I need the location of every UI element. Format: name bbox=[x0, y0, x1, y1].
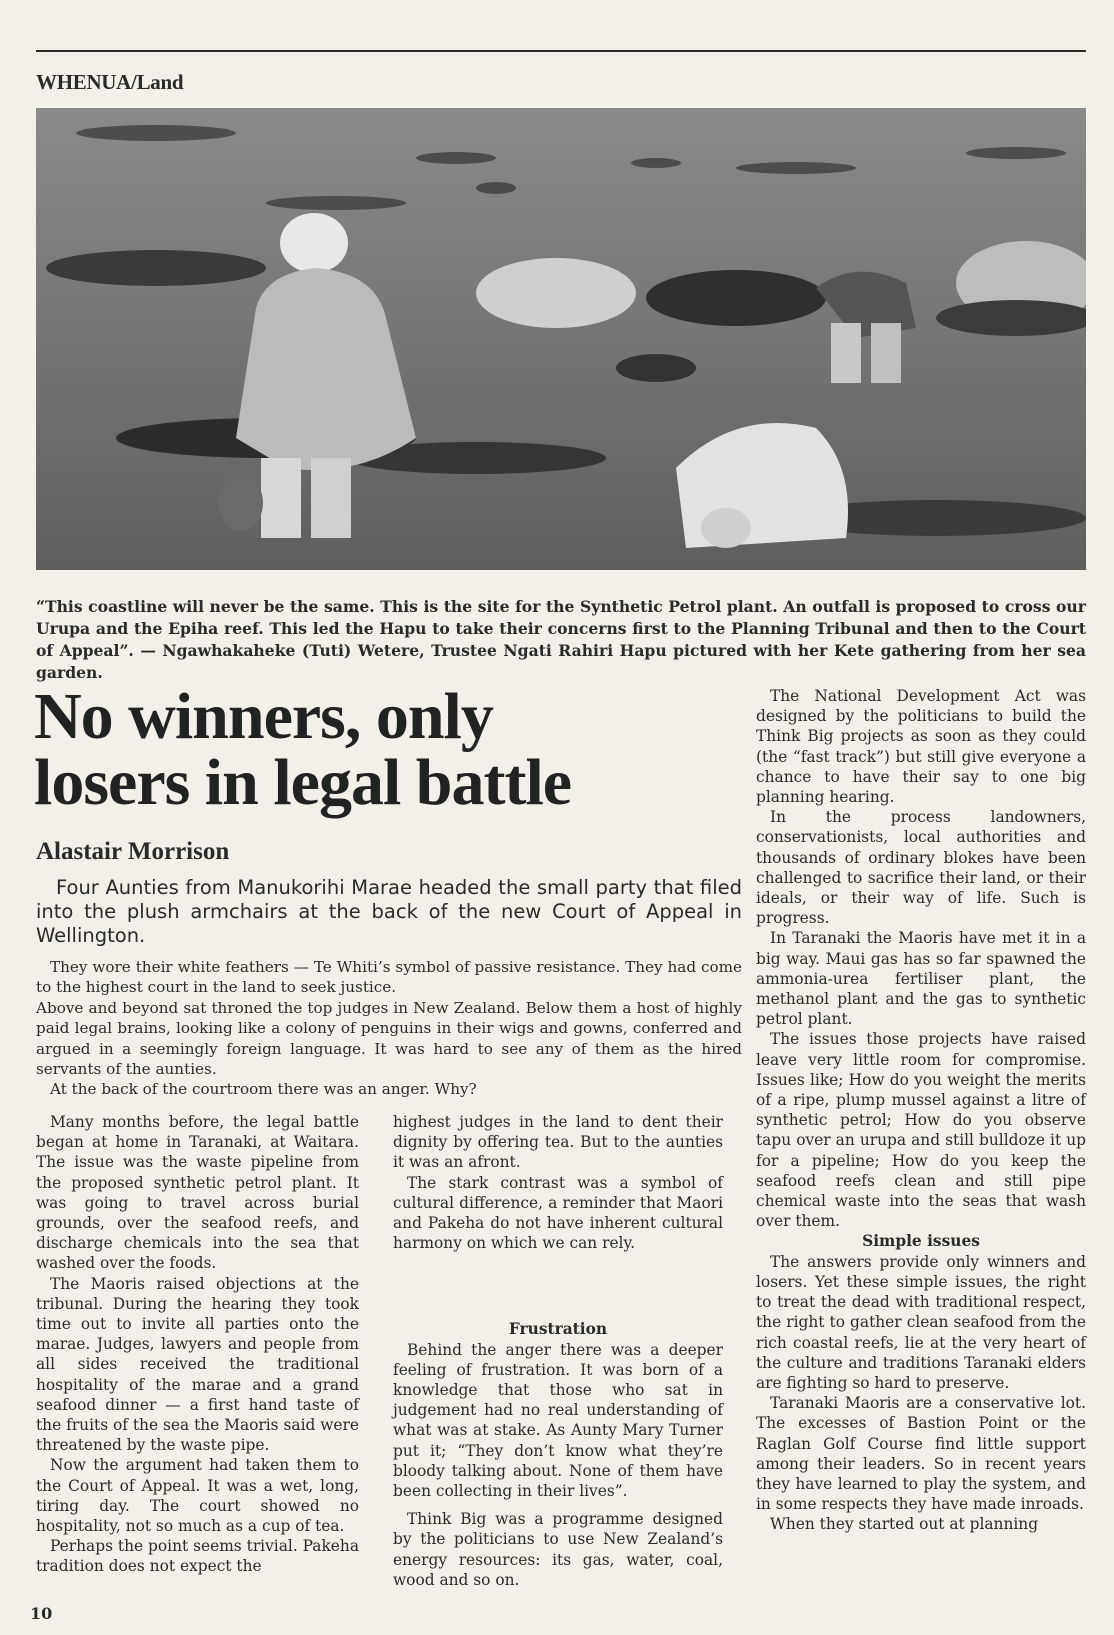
body-paragraph: Taranaki Maoris are a conservative lot. The excesses of Bastion Point or the Raglan Golf Course find little support among their leaders. So in recent years they have learned to play the system, and in some respects they have made inroads. bbox=[756, 1394, 1086, 1514]
byline: Alastair Morrison bbox=[36, 838, 230, 865]
body-paragraph: In the process landowners, conservationists, local authorities and thousands of ordinary blokes have been challenged to sacrifice their land, or their ideals, or their way of life. Such is progress. bbox=[756, 808, 1086, 928]
body-paragraph: Think Big was a programme designed by the politicians to use New Zealand’s energy resources: its gas, water, coal, wood and so on. bbox=[393, 1510, 723, 1589]
body-paragraph: Perhaps the point seems trivial. Pakeha tradition does not expect the bbox=[36, 1537, 359, 1576]
subheading-frustration: Frustration bbox=[508, 1320, 608, 1339]
intro-paragraph: At the back of the courtroom there was an anger. Why? bbox=[50, 1080, 477, 1099]
section-label: WHENUA/Land bbox=[36, 70, 184, 94]
body-paragraph: The stark contrast was a symbol of cultural difference, a reminder that Maori and Pakeha do not have inherent cultural harmony on which we can rely. bbox=[393, 1173, 723, 1253]
body-paragraph: The Maoris raised objections at the tribunal. During the hearing they took time out to invite all parties onto the marae. Judges, lawyers and people from all sides received the traditional hospitality of the marae and a grand seafood dinner — a first hand taste of the fruits of the sea the Maoris said were threatened by the waste pipe. bbox=[36, 1274, 359, 1455]
body-paragraph: Behind the anger there was a deeper feeling of frustration. It was born of a knowledge that those who sat in judgement had no real understanding of what was at stake. As Aunty Mary Turner put it; “They don’t know what they’re bloody talking about. None of them have been collecting in their lives”. bbox=[393, 1340, 723, 1501]
intro-paragraphs bbox=[36, 957, 742, 1100]
intro-paragraph: Above and beyond sat throned the top judges in New Zealand. Below them a host of highly paid legal brains, looking like a colony of penguins in their wigs and gowns, conferred and argued in a seemingly foreign language. It was hard to see any of them as the hired servants of the aunties. bbox=[36, 998, 742, 1079]
page-number: 10 bbox=[30, 1604, 53, 1623]
column-1 bbox=[36, 1112, 359, 1577]
headline-line-2: losers in legal battle bbox=[34, 746, 572, 819]
body-paragraph: Now the argument had taken them to the Court of Appeal. It was a wet, long, tiring day. The court showed no hospitality, not so much as a cup of tea. bbox=[36, 1456, 359, 1536]
photo-illustration bbox=[36, 108, 1086, 570]
body-paragraph: The issues those projects have raised leave very little room for compromise. Issues like; How do you weight the merits of a ripe, plump mussel against a litre of synthetic petrol; How do you observe tapu over an urupa and still bulldoze it up for a pipeline; How do you keep the seafood reefs clean and still pipe chemical waste into the seas that wash over them. bbox=[756, 1030, 1086, 1231]
body-paragraph: highest judges in the land to dent their dignity by offering tea. But to the aunties it was an afront. bbox=[393, 1113, 723, 1172]
body-paragraph: When they started out at planning bbox=[770, 1515, 1039, 1534]
column-3 bbox=[756, 686, 1086, 1535]
body-paragraph: The National Development Act was designed by the politicians to build the Think Big projects as soon as they could (the “fast track”) but still give everyone a chance to have their say to one big planning hearing. bbox=[756, 687, 1086, 807]
photo-caption: “This coastline will never be the same. This is the site for the Synthetic Petrol plant. An outfall is proposed to cross our Urupa and the Epiha reef. This led the Hapu to take their concerns first to the Planning Tribunal and then to the Court of Appeal”. — Ngawhakaheke (Tuti) Wetere, Trustee Ngati Rahiri Hapu pictured with her Kete gathering from her sea garden. bbox=[36, 597, 1086, 682]
article-photo bbox=[36, 108, 1086, 570]
standfirst: Four Aunties from Manukorihi Marae headed the small party that filed into the plush armchairs at the back of the new Court of Appeal in Wellington. bbox=[36, 876, 742, 947]
body-paragraph: In Taranaki the Maoris have met it in a big way. Maui gas has so far spawned the ammonia-urea fertiliser plant, the methanol plant and the gas to synthetic petrol plant. bbox=[756, 929, 1086, 1029]
column-2 bbox=[393, 1112, 723, 1590]
body-paragraph: The answers provide only winners and losers. Yet these simple issues, the right to treat the dead with traditional respect, the right to gather clean seafood from the rich coastal reefs, lie at the very heart of the culture and traditions Taranaki elders are fighting so hard to preserve. bbox=[756, 1252, 1086, 1392]
headline-line-1: No winners, only bbox=[34, 680, 493, 753]
intro-paragraph: They wore their white feathers — Te Whiti’s symbol of passive resistance. They had come to the highest court in the land to seek justice. bbox=[36, 958, 742, 997]
body-paragraph: Many months before, the legal battle began at home in Taranaki, at Waitara. The issue was the waste pipeline from the proposed synthetic petrol plant. It was going to travel across burial grounds, over the seafood reefs, and discharge chemicals into the sea that washed over the foods. bbox=[36, 1113, 359, 1273]
subheading-simple-issues: Simple issues bbox=[862, 1232, 980, 1251]
headline bbox=[34, 680, 734, 819]
top-rule bbox=[36, 50, 1086, 52]
